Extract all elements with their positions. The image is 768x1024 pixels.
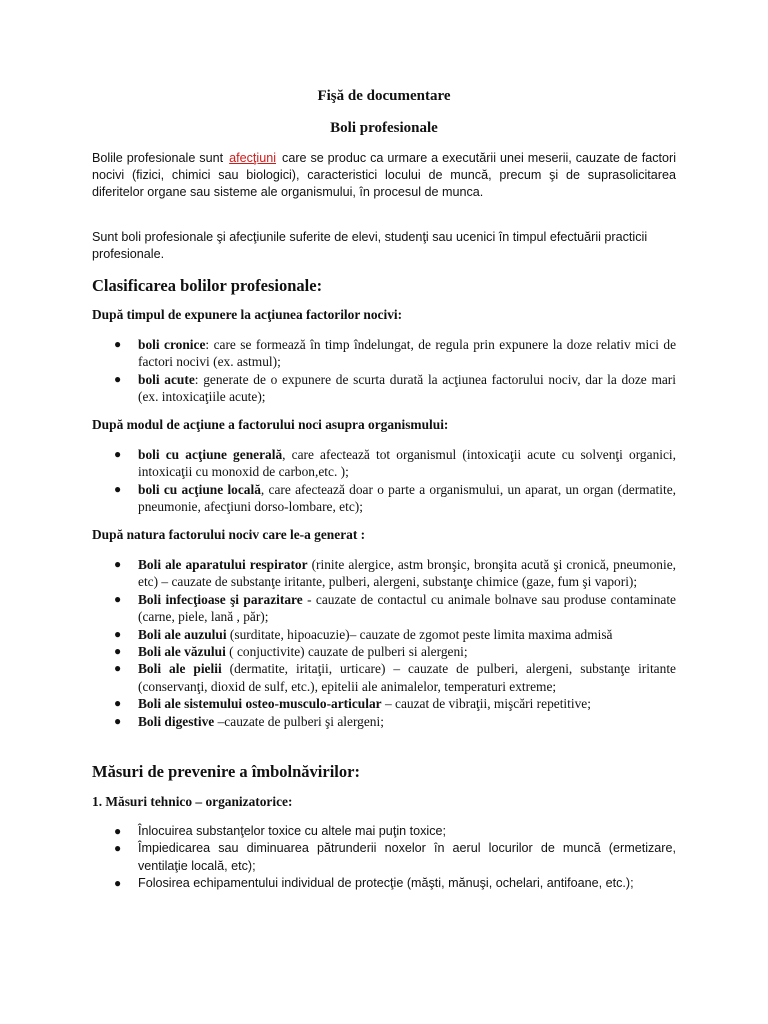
list-item xyxy=(112,556,676,591)
list-item-text: Folosirea echipamentului individual de protecţie (măşti, mănuşi, ochelari, antifoane, etc.); xyxy=(138,876,634,891)
bullet-icon: ● xyxy=(114,661,122,676)
document-title: Fişă de documentare xyxy=(317,88,451,104)
section-list-2 xyxy=(112,446,676,516)
list-item-term: boli cronice xyxy=(138,337,206,352)
list-item xyxy=(112,660,676,695)
classification-heading: Clasificarea bolilor profesionale: xyxy=(92,276,323,295)
list-item xyxy=(112,481,676,516)
list-item-term: Boli ale auzului xyxy=(138,626,227,642)
list-item-term: boli cu acţiune locală xyxy=(138,481,261,497)
list-item xyxy=(112,336,676,371)
bullet-icon: ● xyxy=(114,337,122,351)
document-subtitle: Boli profesionale xyxy=(330,120,438,136)
list-item xyxy=(112,626,676,643)
list-item xyxy=(112,591,676,626)
list-item-term: Boli infecţioase şi parazitare xyxy=(138,591,303,607)
bullet-icon: ● xyxy=(114,591,122,606)
list-item-text: - cauzate de contactul cu animale bolnave sau produse contaminate (carne, piele, lană , păr); xyxy=(138,591,677,625)
list-item xyxy=(112,713,676,730)
section-list-1 xyxy=(112,336,676,406)
intro-paragraph xyxy=(92,150,676,201)
list-item-text: (dermatite, iritaţii, urticare) – cauzate de pulberi, alergeni, substanţe iritante (conservanţi, dioxid de sulf, etc.), epitelii ale animalelor, temperaturi extreme; xyxy=(138,661,676,694)
list-item-text: Înlocuirea substanţelor toxice cu altele mai puţin toxice; xyxy=(138,824,447,838)
intro-text-after: care se produc ca urmare a executării unei meserii, cauzate de factori nocivi (fizici, chimici sau biologici), caracteristici locului de muncă, precum şi de suprasolicitarea diferitelor organe sau sisteme ale organismului, în procesul de munca. xyxy=(92,151,676,199)
list-item xyxy=(112,823,676,840)
list-item-term: Boli ale aparatului respirator xyxy=(138,557,308,572)
section-heading-3: După natura factorului nociv care le-a generat : xyxy=(92,527,366,542)
list-item-text: –cauzate de pulberi şi alergeni; xyxy=(214,713,384,729)
bullet-icon: ● xyxy=(114,713,122,728)
list-item xyxy=(112,840,676,875)
list-item-text: (rinite alergice, astm bronşic, bronşita acută şi cronică, pneumonie, etc) – cauzate de substanţe iritante, pulberi, alergeni, substanţe chimice (gaze, fum şi vapori); xyxy=(138,557,676,590)
list-item xyxy=(112,643,676,660)
list-item-text: – cauzat de vibraţii, mişcări repetitive; xyxy=(381,696,591,712)
bullet-icon: ● xyxy=(114,626,122,641)
list-item-text: (surditate, hipoacuzie)– cauzate de zgomot peste limita maxima admisă xyxy=(226,626,613,642)
list-item-term: Boli ale văzului xyxy=(138,644,226,660)
section-heading-1: După timpul de expunere la acţiunea factorilor nocivi: xyxy=(92,307,403,322)
bullet-icon: ● xyxy=(114,644,122,659)
tech-measures-heading: 1. Măsuri tehnico – organizatorice: xyxy=(92,794,293,809)
list-item-term: boli cu acţiune generală xyxy=(138,447,283,462)
list-item xyxy=(112,371,676,406)
bullet-icon: ● xyxy=(114,876,122,891)
list-item-term: Boli ale sistemului osteo-musculo-articular xyxy=(138,696,382,712)
list-item-text: , care afectează tot organismul (intoxicaţii acute cu solvenţi organici, intoxicaţii cu monoxid de carbon,etc. ); xyxy=(138,447,676,480)
bullet-icon: ● xyxy=(114,841,122,856)
list-item xyxy=(112,446,676,481)
list-item-text: ( conjuctivite) cauzate de pulberi si alergeni; xyxy=(225,644,468,660)
section-list-3 xyxy=(112,556,676,730)
bullet-icon: ● xyxy=(114,557,122,571)
prevention-heading: Măsuri de prevenire a îmbolnăvirilor: xyxy=(92,762,360,781)
list-item-term: Boli ale pielii xyxy=(138,661,222,677)
list-item xyxy=(112,695,676,712)
intro-keyword: afecţiuni xyxy=(229,151,277,165)
bullet-icon: ● xyxy=(114,447,122,461)
list-item-text: , care afectează doar o parte a organismului, un aparat, un organ (dermatite, pneumonie, afecţiuni dorso-lombare, etc); xyxy=(138,481,676,515)
list-item-term: boli acute xyxy=(138,371,195,387)
tech-measures-list xyxy=(112,823,676,893)
list-item-text: Împiedicarea sau diminuarea pătrunderii noxelor în aerul locurilor de muncă (ermetizare, ventilaţie locală, etc); xyxy=(138,841,676,873)
list-item-text: : generate de o expunere de scurta durată la acţiunea factorului nociv, dar la doze mari (ex. intoxicaţiile acute); xyxy=(138,371,676,405)
bullet-icon: ● xyxy=(114,371,122,386)
list-item-text: : care se formează în timp îndelungat, de regula prin expunere la doze relativ mici de factori nocivi (ex. astmul); xyxy=(138,337,677,370)
list-item xyxy=(112,875,676,892)
list-item-term: Boli digestive xyxy=(138,713,215,729)
bullet-icon: ● xyxy=(114,696,122,711)
intro-paragraph-2: Sunt boli profesionale şi afecţiunile suferite de elevi, studenţi sau ucenici în timpul efectuării practicii profesionale. xyxy=(92,230,648,261)
bullet-icon: ● xyxy=(114,481,122,496)
bullet-icon: ● xyxy=(114,824,122,838)
section-heading-2: După modul de acţiune a factorului noci asupra organismului: xyxy=(92,417,449,432)
intro-text-before: Bolile profesionale sunt xyxy=(92,151,224,165)
